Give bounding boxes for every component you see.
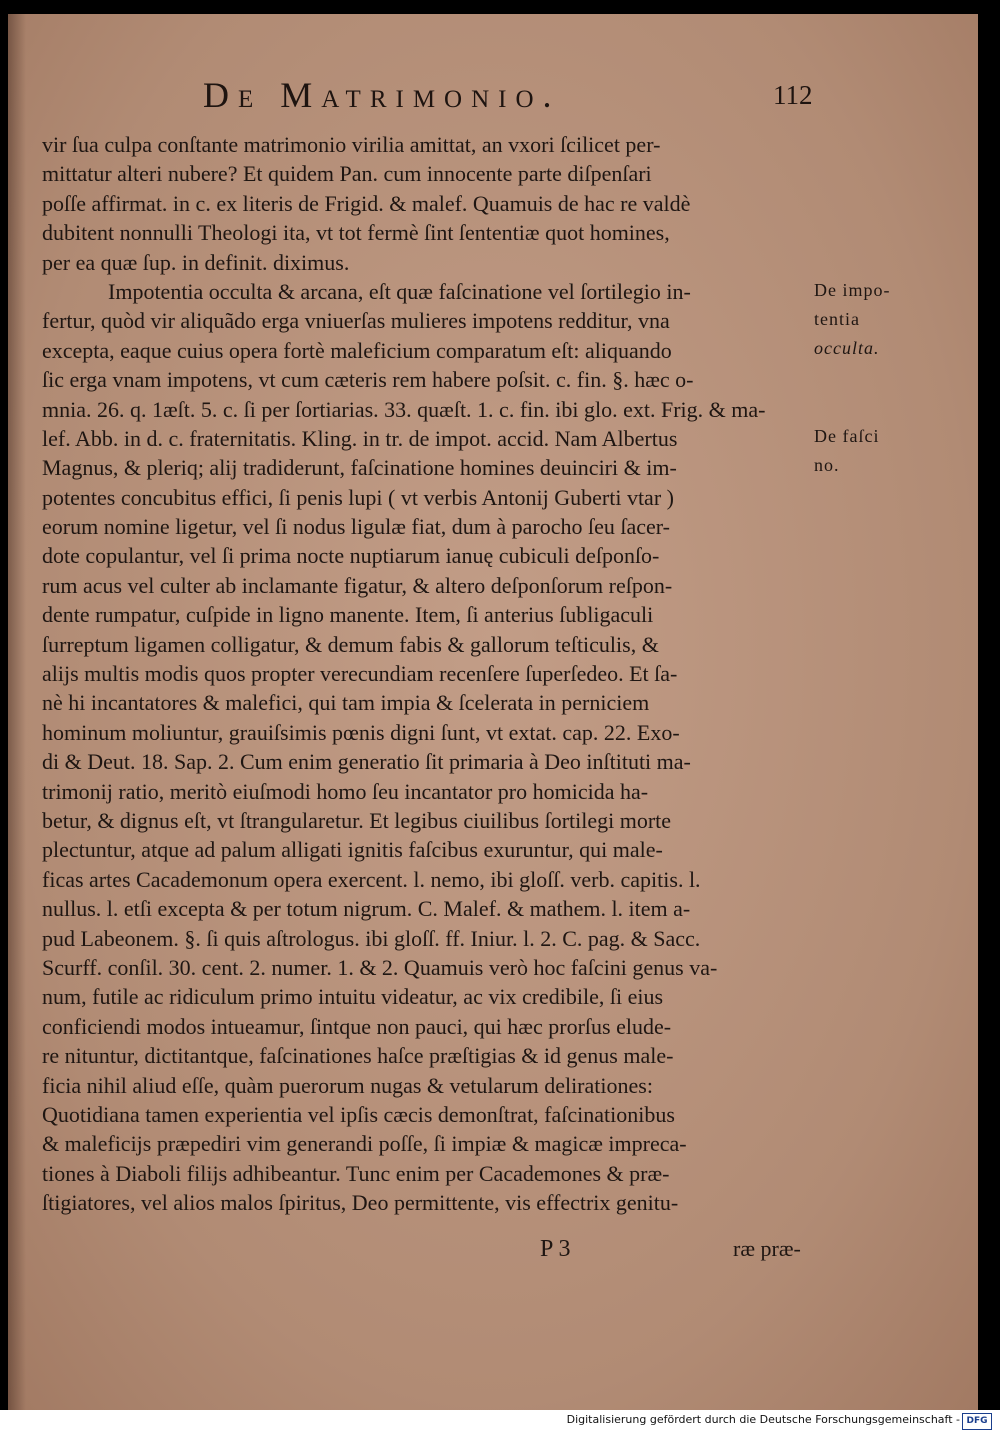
text-line: Scurff. conſil. 30. cent. 2. numer. 1. & 2. Quamuis verò hoc faſcini genus va- <box>42 954 718 980</box>
text-line: Magnus, & pleriq; alij tradiderunt, faſcinatione homines deuinciri & im- <box>42 455 677 481</box>
text-line: ſurreptum ligamen colligatur, & demum fabis & gallorum teſticulis, & <box>42 631 659 657</box>
binding-shadow <box>8 14 26 1410</box>
text-line: pud Labeonem. §. ſi quis aſtrologus. ibi gloſſ. ff. Iniur. l. 2. C. pag. & Sacc. <box>42 925 701 951</box>
margin-note-impotentia <box>814 276 890 363</box>
text-line: betur, & dignus eſt, vt ſtrangularetur. Et legibus ciuilibus ſortilegi morte <box>42 807 672 833</box>
text-line: re nituntur, dictitantque, faſcinationes haſce præſtigias & id genus male- <box>42 1043 674 1069</box>
text-line: fertur, quòd vir aliquãdo erga vniuerſas mulieres impotens redditur, vna <box>42 308 670 334</box>
margin-note-fascino <box>814 422 879 480</box>
text-line: dote copulantur, vel ſi prima nocte nuptiarum ianuę cubiculi deſponſo- <box>42 543 660 569</box>
scanned-page <box>8 14 978 1410</box>
margin-note-line: De faſci <box>814 426 880 446</box>
text-line: lef. Abb. in d. c. fraternitatis. Kling. in tr. de impot. accid. Nam Albertus <box>42 425 678 451</box>
margin-note-line: occulta. <box>814 338 880 358</box>
catchword: ræ præ- <box>733 1236 801 1261</box>
text-line: tiones à Diaboli filijs adhibeantur. Tunc enim per Cacademones & præ- <box>42 1160 670 1186</box>
text-line: mnia. 26. q. 1æſt. 5. c. ſi per ſortiarias. 33. quæſt. 1. c. fin. ibi glo. ext. Frig. & ma- <box>42 396 766 422</box>
margin-note-line: tentia <box>814 309 860 329</box>
text-line: vir ſua culpa conſtante matrimonio virilia amittat, an vxori ſcilicet per- <box>42 132 661 157</box>
text-line: & maleficijs præpediri vim generandi poſſe, ſi impiæ & magicæ impreca- <box>42 1131 687 1157</box>
text-line: hominum moliuntur, grauiſsimis pœnis digni ſunt, vt extat. cap. 22. Exo- <box>42 719 680 745</box>
text-line: Quotidiana tamen experientia vel ipſis cæcis demonſtrat, faſcinationibus <box>42 1101 675 1127</box>
text-line: di & Deut. 18. Sap. 2. Cum enim generatio ſit primaria à Deo inſtituti ma- <box>42 749 691 775</box>
text-line: nullus. l. etſi excepta & per totum nigrum. C. Malef. & mathem. l. item a- <box>42 896 691 922</box>
text-line: excepta, eaque cuius opera fortè maleficium comparatum eſt: aliquando <box>42 337 672 363</box>
text-line: poſſe affirmat. in c. ex literis de Frigid. & malef. Quamuis de hac re valdè <box>42 190 691 216</box>
text-line: nè hi incantatores & malefici, qui tam impia & ſcelerata in perniciem <box>42 690 650 716</box>
margin-note-line: no. <box>814 455 840 475</box>
text-line: ſic erga vnam impotens, vt cum cæteris rem habere poſsit. c. fin. §. hæc o- <box>42 367 694 393</box>
page-number: 112 <box>773 80 813 110</box>
text-line: Impotentia occulta & arcana, eſt quæ faſcinatione vel ſortilegio in- <box>108 278 691 304</box>
text-line: dubitent nonnulli Theologi ita, vt tot fermè ſint ſententiæ quot homines, <box>42 220 670 246</box>
text-line: conficiendi modos intueamur, ſintque non pauci, qui hæc prorſus elude- <box>42 1013 672 1039</box>
text-line: ſtigiatores, vel alios malos ſpiritus, Deo permittente, vis effectrix genitu- <box>42 1190 679 1216</box>
body-text <box>42 130 832 1217</box>
text-line: rum acus vel culter ab inclamante figatur, & altero deſponſorum reſpon- <box>42 572 673 598</box>
text-line: potentes concubitus effici, ſi penis lupi ( vt verbis Antonij Guberti vtar ) <box>42 484 674 510</box>
text-line: per ea quæ ſup. in definit. diximus. <box>42 249 350 275</box>
credit-bar <box>0 1410 1000 1432</box>
text-line: plectuntur, atque ad palum alligati ignitis faſcibus exuruntur, qui male- <box>42 837 663 863</box>
funding-credit: Digitalisierung gefördert durch die Deutsche Forschungsgemeinschaft - <box>566 1413 960 1426</box>
text-line: ficas artes Cacademonum opera exercent. l. nemo, ibi gloſſ. verb. capitis. l. <box>42 866 701 892</box>
text-line: trimonij ratio, meritò eiuſmodi homo ſeu incantator pro homicida ha- <box>42 778 649 804</box>
text-line: dente rumpatur, cuſpide in ligno manente. Item, ſi anterius ſubligaculi <box>42 602 654 628</box>
text-line: eorum nomine ligetur, vel ſi nodus ligulæ fiat, dum à parocho ſeu ſacer- <box>42 514 670 540</box>
running-header: De Matrimonio. <box>203 75 561 115</box>
signature-mark: P 3 <box>540 1236 571 1262</box>
text-line: mittatur alteri nubere? Et quidem Pan. cum innocente parte diſpenſari <box>42 161 652 187</box>
margin-note-line: De impo- <box>814 280 891 300</box>
text-line: num, futile ac ridiculum primo intuitu videatur, ac vix credibile, ſi eius <box>42 984 664 1010</box>
dfg-logo: DFG <box>962 1413 992 1430</box>
text-line: ficia nihil aliud eſſe, quàm puerorum nugas & vetularum delirationes: <box>42 1072 653 1098</box>
text-line: alijs multis modis quos propter verecundiam recenſere ſuperſedeo. Et ſa- <box>42 661 678 687</box>
